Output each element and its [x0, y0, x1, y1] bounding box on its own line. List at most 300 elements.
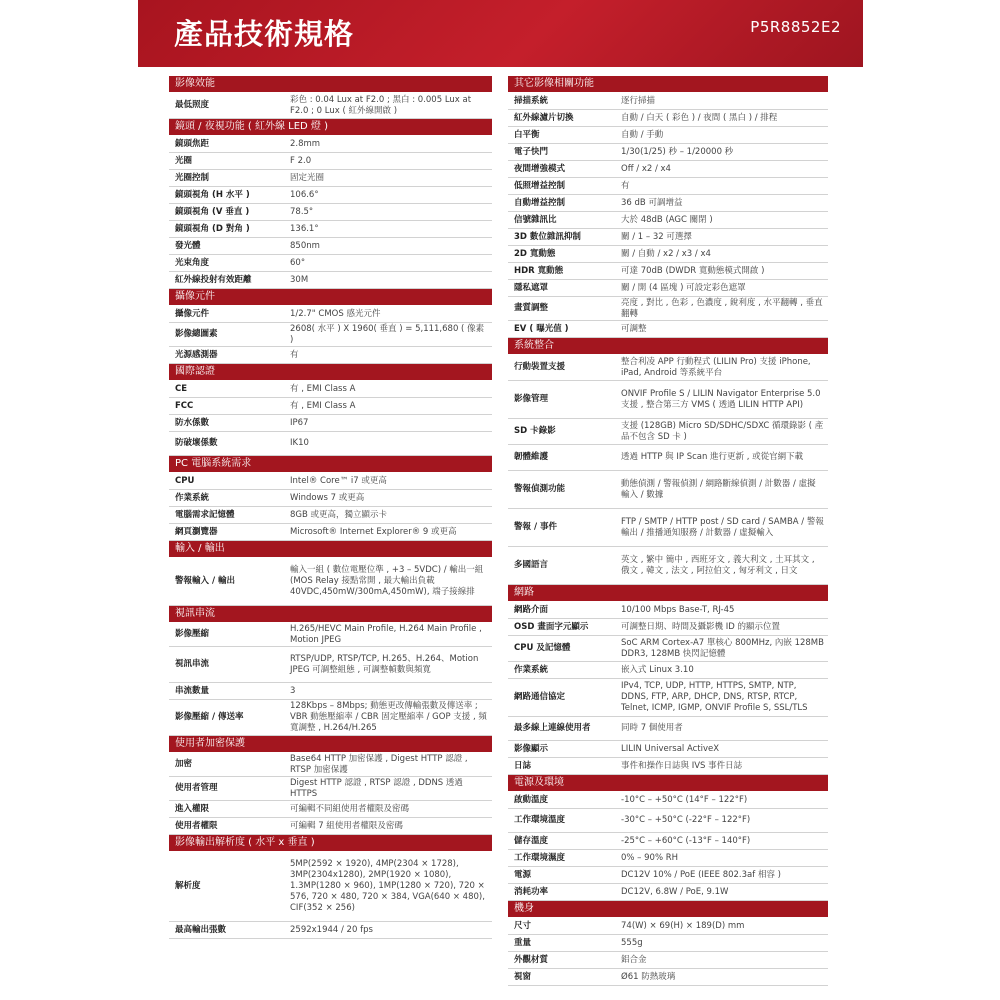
spec-value [621, 884, 828, 900]
spec-row [169, 398, 492, 415]
spec-label-text: 影像總圖素 [175, 329, 218, 339]
spec-row [169, 221, 492, 238]
spec-row [508, 884, 828, 901]
spec-label-text: 自動增益控制 [514, 197, 566, 208]
spec-label-text: 鏡頭視角 (V 垂直 ) [175, 206, 250, 217]
spec-value [290, 700, 492, 735]
spec-label [508, 884, 621, 900]
spec-value [621, 918, 828, 934]
spec-label-text: 防水係數 [175, 417, 210, 428]
spec-value [621, 263, 828, 279]
spec-label-text: 解析度 [175, 881, 201, 891]
spec-label [169, 432, 290, 455]
spec-row [169, 507, 492, 524]
spec-label-text: 串流數量 [175, 685, 210, 696]
spec-value-text: Off / x2 / x4 [621, 163, 671, 174]
spec-label-text: 外觀材質 [514, 954, 549, 965]
spec-value-text: Intel® Core™ i7 或更高 [290, 475, 387, 486]
spec-label-text: EV ( 曝光值 ) [514, 323, 569, 334]
spec-label-text: 最低照度 [175, 100, 210, 110]
spec-value [290, 306, 492, 322]
spec-value [290, 558, 492, 605]
spec-value [621, 280, 828, 296]
spec-row [169, 623, 492, 647]
spec-value-text: 英文 , 繁中 簡中 , 西班牙文 , 義大利文 , 土耳其文 , 俄文 , 韓文 , 法文 , 阿拉伯文 , 匈牙利文 , 日文 [621, 554, 815, 576]
spec-row [508, 321, 828, 338]
spec-value-text: 有 , EMI Class A [290, 400, 356, 411]
spec-label [508, 280, 621, 296]
spec-label [169, 415, 290, 431]
spec-value [290, 238, 492, 254]
spec-label [508, 867, 621, 883]
spec-value [621, 229, 828, 245]
spec-row [508, 195, 828, 212]
spec-row [169, 255, 492, 272]
spec-value [621, 717, 828, 740]
spec-label [169, 306, 290, 322]
spec-value [621, 935, 828, 951]
spec-row [508, 161, 828, 178]
spec-value-text: SoC ARM Cortex-A7 單核心 800MHz, 內嵌 128MB DDR3, 128MB 快閃記憶體 [621, 637, 824, 659]
spec-value [290, 753, 492, 776]
spec-row [169, 700, 492, 736]
spec-label [508, 662, 621, 678]
spec-label [508, 127, 621, 143]
spec-row [508, 445, 828, 471]
spec-row [169, 753, 492, 777]
spec-value [621, 969, 828, 985]
spec-value-text: 136.1° [290, 223, 319, 234]
spec-label [508, 381, 621, 418]
spec-value-text: 8GB 或更高，獨立顯示卡 [290, 509, 388, 520]
spec-row [508, 792, 828, 809]
spec-row [508, 619, 828, 636]
spec-value-text: 36 dB 可調增益 [621, 197, 683, 208]
spec-value-text: IPv4, TCP, UDP, HTTP, HTTPS, SMTP, NTP, DDNS, FTP, ARP, DHCP, DNS, RTSP, RTCP, Telnet, ICMP, IGMP, ONVIF Profile S, SSL/TLS [621, 681, 808, 713]
spec-label-text: 電子快門 [514, 146, 549, 157]
spec-label-text: 夜間增強模式 [514, 163, 566, 174]
spec-value [290, 524, 492, 540]
spec-row [508, 246, 828, 263]
spec-value-text: 1/2.7" CMOS 感光元件 [290, 308, 381, 319]
spec-label [169, 136, 290, 152]
spec-label [508, 809, 621, 832]
section-header: 視訊串流 [169, 606, 492, 622]
spec-value-text: 亮度 , 對比 , 色彩 , 色濃度 , 銳利度 , 水平翻轉 , 垂直翻轉 [621, 297, 823, 319]
spec-value [621, 144, 828, 160]
spec-label-text: 鏡頭視角 (H 水平 ) [175, 189, 250, 200]
spec-row [169, 187, 492, 204]
spec-label [169, 490, 290, 506]
spec-row [169, 801, 492, 818]
spec-label [169, 524, 290, 540]
spec-value-text: 同時 7 個使用者 [621, 723, 683, 733]
spec-value-text: 自動 / 白天 ( 彩色 ) / 夜間 ( 黑白 ) / 排程 [621, 112, 778, 123]
spec-value [290, 187, 492, 203]
spec-row [169, 558, 492, 606]
spec-row [508, 355, 828, 381]
spec-row [508, 918, 828, 935]
spec-label [169, 818, 290, 834]
spec-row [169, 93, 492, 119]
spec-row [169, 490, 492, 507]
spec-value [621, 509, 828, 546]
spec-row [508, 662, 828, 679]
spec-label [508, 110, 621, 126]
spec-label-text: 工作環境濕度 [514, 852, 566, 863]
spec-value [290, 647, 492, 682]
spec-column-right [508, 76, 828, 986]
spec-label-text: 光源感測器 [175, 349, 218, 360]
spec-value [621, 246, 828, 262]
spec-value-text: 事件和操作日誌與 IVS 事件日誌 [621, 760, 743, 771]
spec-label [508, 952, 621, 968]
spec-label [508, 679, 621, 716]
spec-row [169, 852, 492, 922]
spec-value-text: -30°C – +50°C (-22°F – 122°F) [621, 815, 751, 825]
spec-row [508, 547, 828, 585]
spec-value-text: 74(W) × 69(H) × 189(D) mm [621, 920, 745, 931]
spec-label-text: 網路介面 [514, 604, 549, 615]
spec-label-text: 尺寸 [514, 920, 532, 931]
spec-value [290, 415, 492, 431]
spec-row [169, 381, 492, 398]
spec-label-text: 作業系統 [514, 664, 549, 675]
spec-value-text: 3 [290, 685, 296, 696]
spec-value-text: 555g [621, 937, 643, 948]
spec-value [290, 777, 492, 800]
section-header: 影像輸出解析度 ( 水平 x 垂直 ) [169, 835, 492, 851]
spec-label [169, 852, 290, 921]
spec-value [290, 153, 492, 169]
section-header: 網路 [508, 585, 828, 601]
spec-value-text: LILIN Universal ActiveX [621, 743, 720, 754]
spec-row [508, 850, 828, 867]
spec-row [508, 127, 828, 144]
spec-value [290, 323, 492, 346]
spec-value-text: 106.6° [290, 189, 319, 200]
spec-value-text: 128Kbps – 8Mbps; 動態更改傳輸張數及傳送率 ; VBR 動態壓縮率 / CBR 固定壓縮率 / GOP 支援 , 頻寬調整 , H.264/H.265 [290, 701, 487, 733]
spec-value [621, 662, 828, 678]
spec-value [621, 195, 828, 211]
spec-value-text: DC12V, 6.8W / PoE, 9.1W [621, 886, 729, 897]
spec-value [621, 758, 828, 774]
spec-value [621, 419, 828, 444]
spec-label [169, 238, 290, 254]
spec-value [290, 507, 492, 523]
section-header: 鏡頭 / 夜視功能 ( 紅外線 LED 燈 ) [169, 119, 492, 135]
section-header: 使用者加密保護 [169, 736, 492, 752]
spec-label [508, 297, 621, 320]
spec-value [621, 471, 828, 508]
spec-value-text: 整合利凌 APP 行動程式 (LILIN Pro) 支援 iPhone, iPad, Android 等系統平台 [621, 356, 811, 378]
spec-label-text: 網路通信協定 [514, 692, 566, 702]
spec-value [290, 432, 492, 455]
spec-label [508, 229, 621, 245]
spec-row [169, 153, 492, 170]
spec-value [290, 922, 492, 938]
spec-value [621, 381, 828, 418]
spec-value-text: 可調整日期、時間及攝影機 ID 的顯示位置 [621, 621, 780, 632]
spec-label-text: 發光體 [175, 240, 201, 251]
spec-value [290, 221, 492, 237]
spec-label [169, 753, 290, 776]
spec-value [621, 792, 828, 808]
spec-label-text: FCC [175, 400, 194, 411]
spec-label [508, 161, 621, 177]
spec-value-text: 2608( 水平 ) X 1960( 垂直 ) = 5,111,680 ( 像素 ) [290, 323, 485, 345]
spec-value [290, 170, 492, 186]
spec-value [290, 255, 492, 271]
spec-label [508, 636, 621, 661]
spec-label-text: 2D 寬動態 [514, 248, 556, 259]
spec-label-text: 網頁瀏覽器 [175, 526, 218, 537]
spec-value [290, 398, 492, 414]
spec-row [169, 347, 492, 364]
spec-value-text: H.265/HEVC Main Profile, H.264 Main Profile , Motion JPEG [290, 623, 482, 645]
spec-label [508, 935, 621, 951]
spec-value [290, 347, 492, 363]
spec-label-text: 低照增益控制 [514, 180, 566, 191]
spec-label [508, 792, 621, 808]
spec-row [169, 204, 492, 221]
spec-value [290, 93, 492, 118]
spec-row [169, 272, 492, 289]
spec-label-text: 信號雜訊比 [514, 214, 557, 225]
spec-row [508, 93, 828, 110]
spec-label-text: 掃描系統 [514, 95, 549, 106]
spec-label [508, 547, 621, 584]
spec-value [290, 852, 492, 921]
spec-label [508, 758, 621, 774]
spec-value-text: 可編輯不同組使用者權限及密碼 [290, 803, 410, 814]
spec-row [169, 683, 492, 700]
spec-value [621, 93, 828, 109]
spec-label-text: 警報偵測功能 [514, 484, 566, 494]
spec-label [508, 833, 621, 849]
spec-row [508, 758, 828, 775]
spec-label-text: 警報 / 事件 [514, 522, 558, 532]
spec-label [169, 170, 290, 186]
spec-value [621, 297, 828, 320]
spec-value-text: 10/100 Mbps Base-T, RJ-45 [621, 604, 735, 615]
spec-label [508, 741, 621, 757]
spec-value-text: F 2.0 [290, 155, 312, 166]
spec-label [169, 777, 290, 800]
spec-label-text: 警報輸入 / 輸出 [175, 576, 236, 586]
spec-value-text: 大於 48dB (AGC 關閉 ) [621, 214, 713, 225]
spec-label [508, 918, 621, 934]
spec-value-text: 輸入一組 ( 數位電壓位準 , +3 – 5VDC) / 輸出一組 (MOS Relay 接點常開 , 最大輸出負載40VDC,450mW/300mA,450mW), 端子接線排 [290, 565, 484, 597]
spec-value-text: RTSP/UDP, RTSP/TCP, H.265、H.264、Motion JPEG 可調整組態 , 可調整幀數與頻寬 [290, 653, 479, 675]
spec-value-text: 關 / 自動 / x2 / x3 / x4 [621, 248, 711, 259]
spec-label-text: 紅外線投射有效距離 [175, 274, 252, 285]
spec-value-text: 可達 70dB (DWDR 寬動態模式開啟 ) [621, 265, 765, 276]
spec-row [508, 717, 828, 741]
spec-label-text: 儲存溫度 [514, 835, 549, 846]
spec-label [169, 398, 290, 414]
spec-value-text: 可調整 [621, 323, 647, 334]
spec-value-text: 自動 / 手動 [621, 129, 664, 140]
spec-value [290, 801, 492, 817]
spec-value-text: -25°C – +60°C (-13°F – 140°F) [621, 835, 751, 846]
spec-label-text: 使用者管理 [175, 783, 218, 793]
spec-value [290, 272, 492, 288]
spec-label [169, 187, 290, 203]
spec-value-text: Ø61 防熱玻璃 [621, 971, 676, 982]
spec-label-text: 影像壓縮 [175, 629, 210, 639]
spec-label-text: CE [175, 383, 188, 394]
spec-row [169, 170, 492, 187]
spec-row [508, 110, 828, 127]
spec-value-text: 支援 (128GB) Micro SD/SDHC/SDXC 循環錄影 ( 產品不包含 SD 卡 ) [621, 420, 824, 442]
spec-row [508, 471, 828, 509]
spec-label-text: 攝像元件 [175, 308, 210, 319]
spec-value [290, 818, 492, 834]
spec-value-text: Base64 HTTP 加密保護 , Digest HTTP 認證 , RTSP 加密保護 [290, 753, 468, 775]
spec-label-text: 電源 [514, 869, 532, 880]
spec-value [621, 952, 828, 968]
spec-label-text: 多國語言 [514, 560, 549, 570]
section-header: 輸入 / 輸出 [169, 541, 492, 557]
spec-row [508, 935, 828, 952]
spec-row [508, 952, 828, 969]
spec-value [290, 473, 492, 489]
spec-row [169, 415, 492, 432]
spec-label [508, 602, 621, 618]
spec-value [621, 636, 828, 661]
spec-value-text: 有 [290, 349, 299, 360]
spec-label [508, 195, 621, 211]
spec-value [621, 619, 828, 635]
spec-label [508, 419, 621, 444]
spec-label [508, 246, 621, 262]
spec-row [508, 297, 828, 321]
spec-row [508, 229, 828, 246]
spec-column-left [169, 76, 492, 939]
spec-value-text: 2.8mm [290, 138, 321, 149]
spec-value-text: IK10 [290, 438, 309, 448]
spec-label-text: CPU [175, 475, 195, 486]
spec-value-text: 固定光圈 [290, 172, 325, 183]
section-header: 其它影像相關功能 [508, 76, 828, 92]
spec-label-text: 3D 數位雜訊抑制 [514, 231, 581, 242]
spec-row [508, 741, 828, 758]
spec-label-text: 最高輸出張數 [175, 924, 227, 935]
spec-label [508, 717, 621, 740]
spec-label-text: 防破壞係數 [175, 438, 218, 448]
spec-label-text: 光圈控制 [175, 172, 210, 183]
spec-value-text: Microsoft® Internet Explorer® 9 或更高 [290, 526, 457, 537]
spec-value-text: 動態偵測 / 警報偵測 / 網路斷線偵測 / 計數器 / 虛擬輸入 / 數據 [621, 478, 816, 500]
spec-value-text: 逐行掃描 [621, 95, 656, 106]
spec-value-text: FTP / SMTP / HTTP post / SD card / SAMBA / 警報輸出 / 推播通知服務 / 計數器 / 虛擬輸入 [621, 516, 824, 538]
spec-value-text: 2592x1944 / 20 fps [290, 924, 373, 935]
spec-label-text: 影像顯示 [514, 743, 549, 754]
spec-label [169, 700, 290, 735]
spec-label [169, 558, 290, 605]
spec-row [508, 381, 828, 419]
spec-value-text: 有 , EMI Class A [290, 383, 356, 394]
spec-label [169, 347, 290, 363]
spec-value [290, 490, 492, 506]
section-header: 機身 [508, 901, 828, 917]
spec-value-text: 有 [621, 180, 630, 191]
spec-row [508, 969, 828, 986]
spec-label-text: 最多線上連線使用者 [514, 723, 591, 733]
spec-value [621, 110, 828, 126]
spec-label-text: 視訊串流 [175, 659, 210, 669]
section-header: PC 電腦系統需求 [169, 456, 492, 472]
spec-row [169, 922, 492, 939]
spec-value [621, 741, 828, 757]
spec-label-text: 畫質調整 [514, 303, 549, 313]
spec-row [169, 777, 492, 801]
spec-value-text: Windows 7 或更高 [290, 492, 365, 503]
spec-label [508, 321, 621, 337]
spec-label [169, 204, 290, 220]
model-number: P5R8852E2 [750, 18, 841, 36]
spec-label-text: 韌體維護 [514, 452, 549, 462]
spec-row [508, 602, 828, 619]
spec-row [169, 306, 492, 323]
spec-label [169, 683, 290, 699]
section-header: 影像效能 [169, 76, 492, 92]
spec-label-text: 重量 [514, 937, 532, 948]
spec-label-text: 電腦需求記憶體 [175, 509, 235, 520]
spec-label [169, 801, 290, 817]
spec-row [508, 809, 828, 833]
spec-value-text: 5MP(2592 × 1920), 4MP(2304 × 1728), 3MP(2304x1280), 2MP(1920 × 1080), 1.3MP(1280 × 960), 1MP(1280 × 720), 720 × 576, 720 × 480, 720 × 384, VGA(640 × 480), CIF(352 × 256) [290, 859, 485, 913]
spec-label [508, 509, 621, 546]
spec-value-text: 關 / 1 – 32 可選擇 [621, 231, 692, 242]
spec-value-text: 鋁合金 [621, 954, 647, 965]
spec-value [621, 833, 828, 849]
spec-value [290, 136, 492, 152]
spec-value [621, 867, 828, 883]
spec-label [169, 255, 290, 271]
spec-value-text: 850nm [290, 240, 320, 251]
spec-row [508, 679, 828, 717]
spec-label-text: 影像壓縮 / 傳送率 [175, 712, 244, 722]
spec-row [169, 238, 492, 255]
spec-value-text: Digest HTTP 認證 , RTSP 認證 , DDNS 透過 HTTPS [290, 777, 463, 799]
spec-label [508, 93, 621, 109]
spec-label-text: 加密 [175, 759, 193, 769]
spec-row [169, 473, 492, 490]
spec-label-text: 視窗 [514, 971, 532, 982]
spec-label-text: 紅外線濾片切換 [514, 112, 574, 123]
spec-label [169, 221, 290, 237]
spec-label-text: 行動裝置支援 [514, 362, 566, 372]
spec-row [508, 212, 828, 229]
spec-row [169, 323, 492, 347]
spec-row [508, 280, 828, 297]
section-header: 電源及環境 [508, 775, 828, 791]
spec-label-text: CPU 及記憶體 [514, 643, 571, 653]
spec-value [621, 809, 828, 832]
spec-row [508, 178, 828, 195]
spec-label-text: 光束角度 [175, 257, 210, 268]
spec-row [169, 524, 492, 541]
spec-value [621, 178, 828, 194]
spec-label [169, 623, 290, 646]
spec-row [169, 136, 492, 153]
spec-label-text: 影像管理 [514, 394, 549, 404]
spec-value-text: 30M [290, 274, 309, 285]
spec-label-text: 光圈 [175, 155, 193, 166]
spec-row [508, 263, 828, 280]
